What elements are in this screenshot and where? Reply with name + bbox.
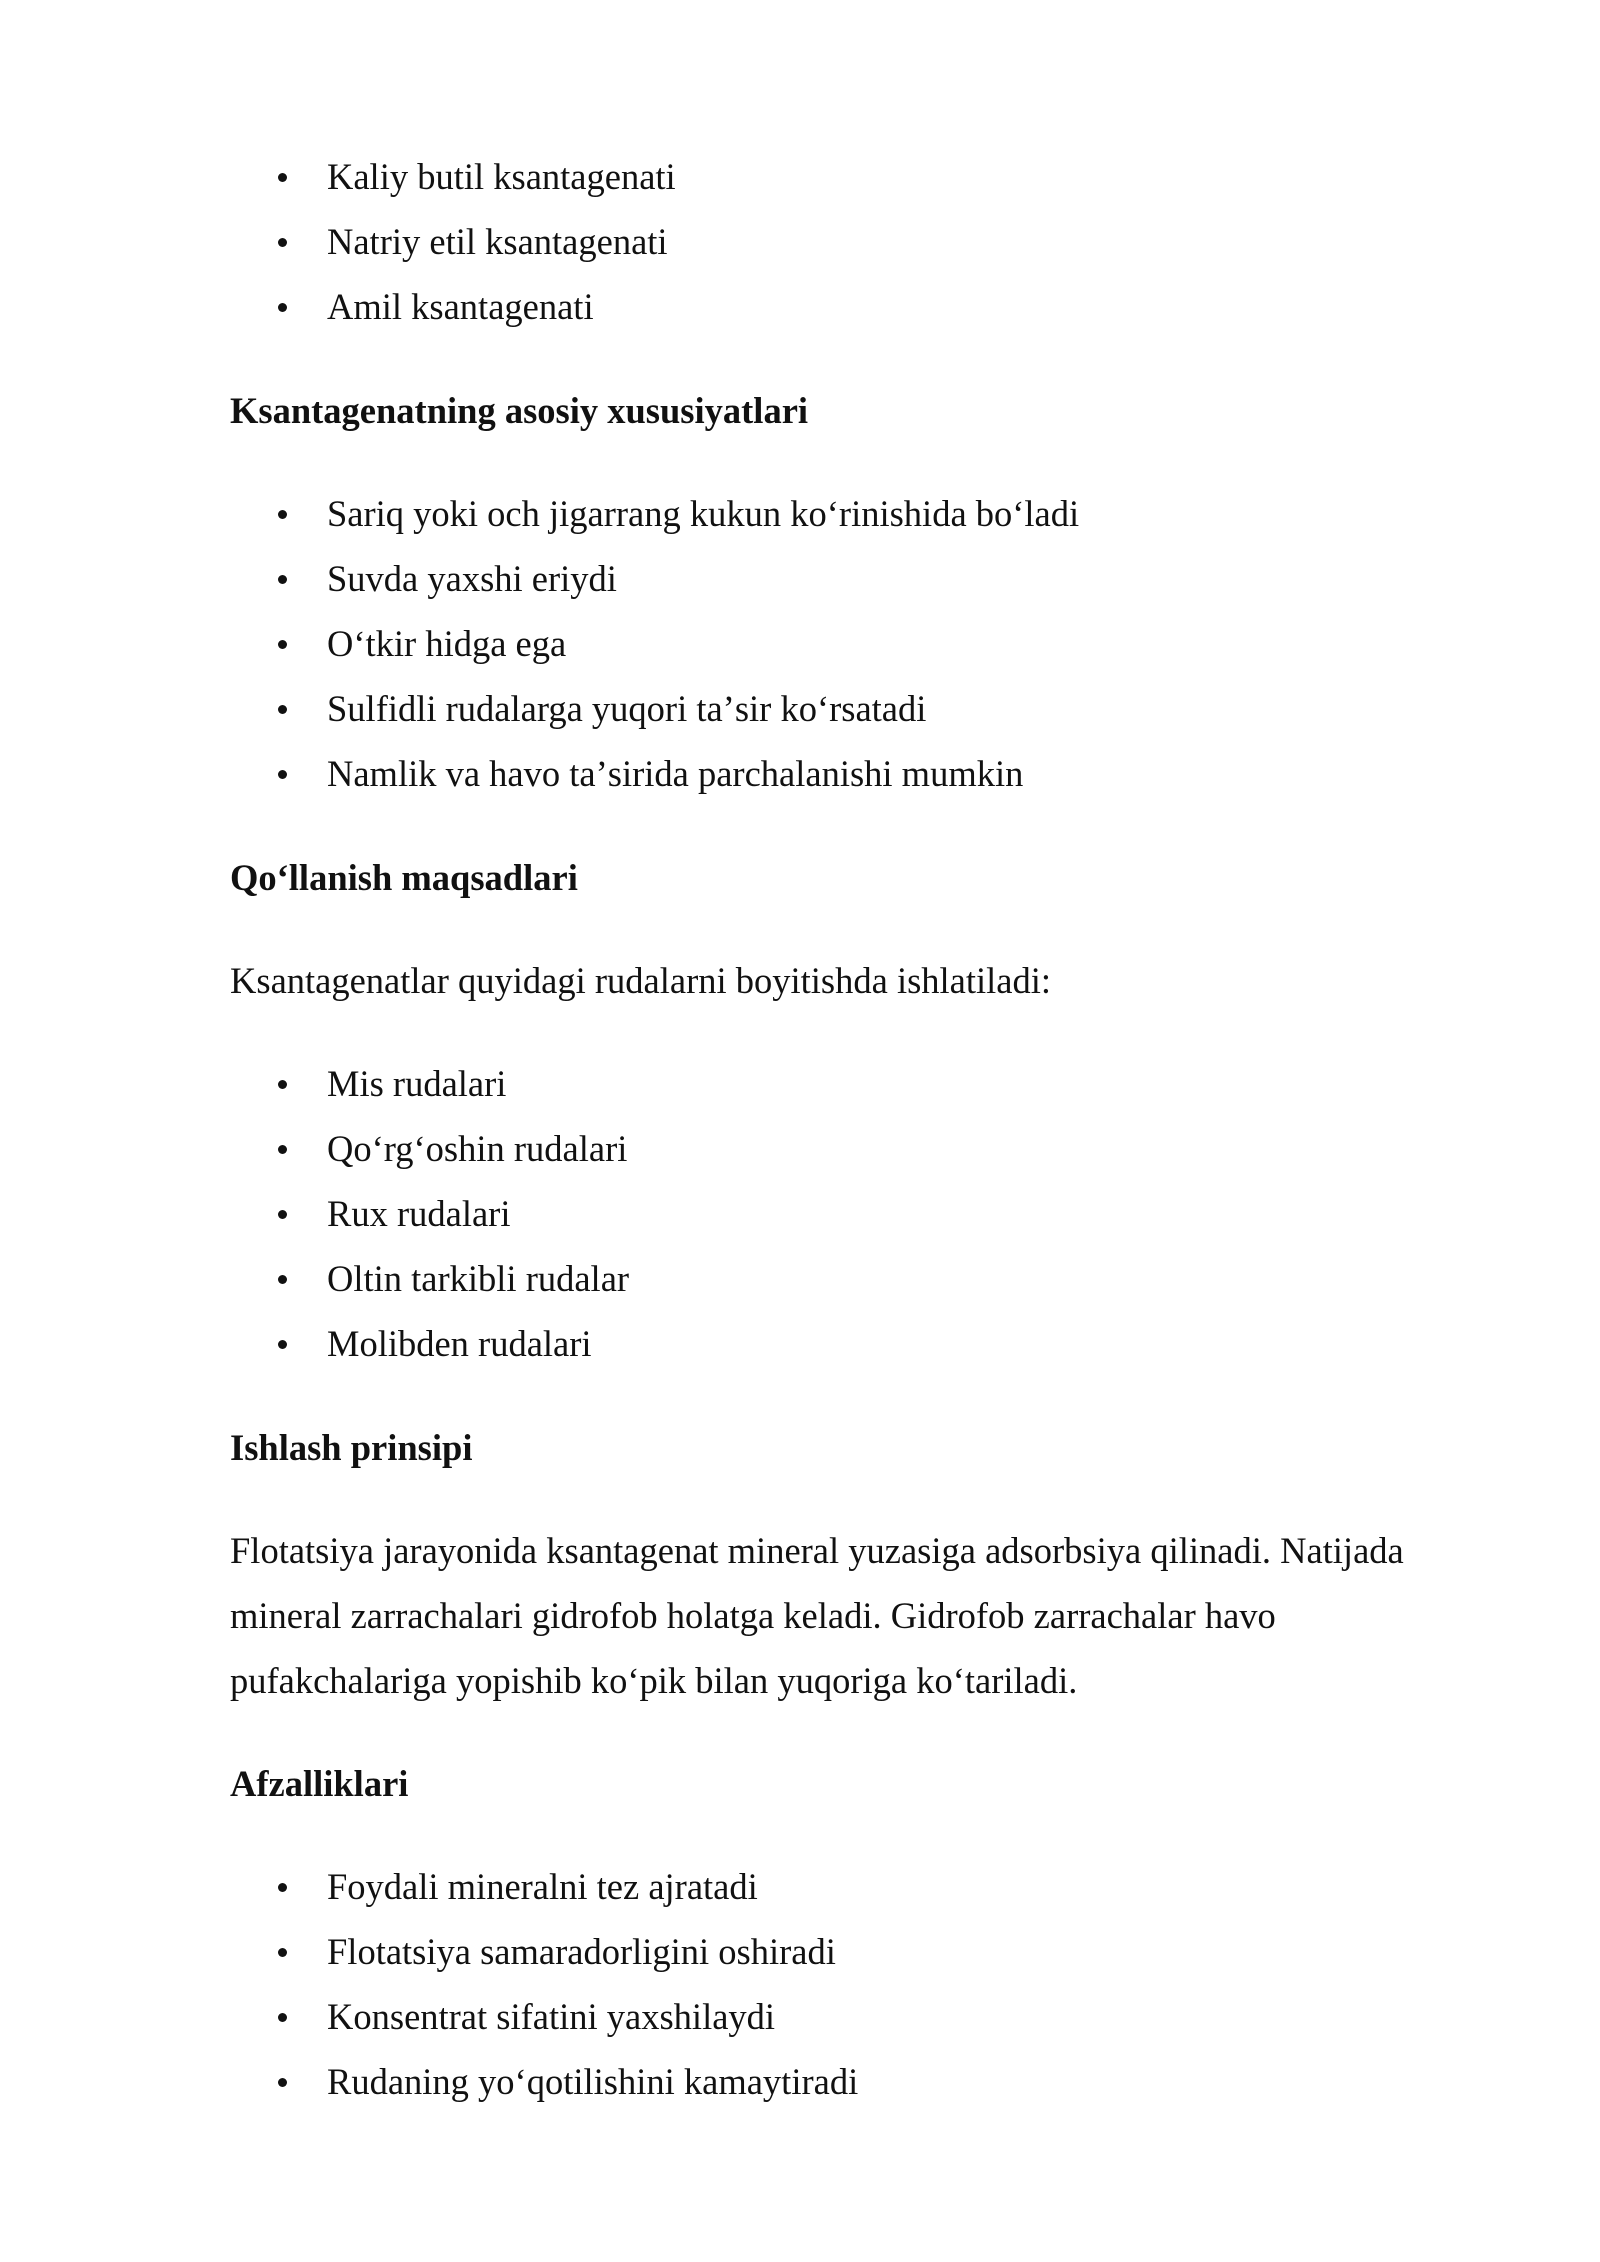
list-item xyxy=(230,481,1490,546)
list-item xyxy=(230,274,1490,339)
list-item xyxy=(230,611,1490,676)
list-item-text: Foydali mineralni tez ajratadi xyxy=(327,1866,758,1907)
xanthate-types-list xyxy=(230,144,1490,339)
bullet-icon xyxy=(278,1340,287,1349)
list-item xyxy=(230,144,1490,209)
list-item-text: Kaliy butil ksantagenati xyxy=(327,156,676,197)
list-item-text: Mis rudalari xyxy=(327,1063,507,1104)
list-item xyxy=(230,1984,1490,2049)
list-item-text: Sulfidli rudalarga yuqori taʼsir koʻrsatadi xyxy=(327,688,927,729)
heading-principle: Ishlash prinsipi xyxy=(230,1427,473,1468)
heading-properties: Ksantagenatning asosiy xususiyatlari xyxy=(230,390,809,431)
bullet-icon xyxy=(278,640,287,649)
list-item-text: Sariq yoki och jigarrang kukun koʻrinishida boʻladi xyxy=(327,493,1080,534)
list-item-text: Natriy etil ksantagenati xyxy=(327,221,668,262)
bullet-icon xyxy=(278,705,287,714)
list-item-text: Rudaning yoʻqotilishini kamaytiradi xyxy=(327,2061,859,2102)
properties-list xyxy=(230,481,1490,806)
list-item xyxy=(230,676,1490,741)
list-item xyxy=(230,1181,1490,1246)
list-item xyxy=(230,1311,1490,1376)
list-item-text: Suvda yaxshi eriydi xyxy=(327,558,617,599)
list-item xyxy=(230,741,1490,806)
principle-line: mineral zarrachalari gidrofob holatga keladi. Gidrofob zarrachalar havo xyxy=(230,1595,1276,1636)
bullet-icon xyxy=(278,238,287,247)
bullet-icon xyxy=(278,2013,287,2022)
list-item xyxy=(230,1854,1490,1919)
bullet-icon xyxy=(278,173,287,182)
bullet-icon xyxy=(278,303,287,312)
list-item xyxy=(230,546,1490,611)
list-item-text: Flotatsiya samaradorligini oshiradi xyxy=(327,1931,836,1972)
list-item-text: Qoʻrgʻoshin rudalari xyxy=(327,1128,628,1169)
advantages-list xyxy=(230,1854,1490,2114)
heading-purposes: Qoʻllanish maqsadlari xyxy=(230,857,578,898)
list-item-text: Molibden rudalari xyxy=(327,1323,592,1364)
bullet-icon xyxy=(278,770,287,779)
list-item xyxy=(230,2049,1490,2114)
list-item-text: Oltin tarkibli rudalar xyxy=(327,1258,630,1299)
list-item-text: Oʻtkir hidga ega xyxy=(327,623,567,664)
list-item-text: Amil ksantagenati xyxy=(327,286,594,327)
list-item xyxy=(230,1246,1490,1311)
list-item xyxy=(230,1051,1490,1116)
bullet-icon xyxy=(278,1883,287,1892)
ores-list xyxy=(230,1051,1490,1376)
list-item-text: Namlik va havo taʼsirida parchalanishi mumkin xyxy=(327,753,1024,794)
list-item-text: Rux rudalari xyxy=(327,1193,511,1234)
bullet-icon xyxy=(278,2078,287,2087)
list-item-text: Konsentrat sifatini yaxshilaydi xyxy=(327,1996,776,2037)
bullet-icon xyxy=(278,1145,287,1154)
heading-advantages: Afzalliklari xyxy=(230,1763,409,1804)
principle-line: Flotatsiya jarayonida ksantagenat mineral yuzasiga adsorbsiya qilinadi. Natijada xyxy=(230,1530,1404,1571)
list-item xyxy=(230,209,1490,274)
bullet-icon xyxy=(278,510,287,519)
bullet-icon xyxy=(278,1080,287,1089)
principle-line: pufakchalariga yopishib koʻpik bilan yuqoriga koʻtariladi. xyxy=(230,1660,1078,1701)
bullet-icon xyxy=(278,1210,287,1219)
bullet-icon xyxy=(278,1948,287,1957)
list-item xyxy=(230,1116,1490,1181)
list-item xyxy=(230,1919,1490,1984)
bullet-icon xyxy=(278,575,287,584)
bullet-icon xyxy=(278,1275,287,1284)
purposes-intro: Ksantagenatlar quyidagi rudalarni boyitishda ishlatiladi: xyxy=(230,960,1052,1001)
